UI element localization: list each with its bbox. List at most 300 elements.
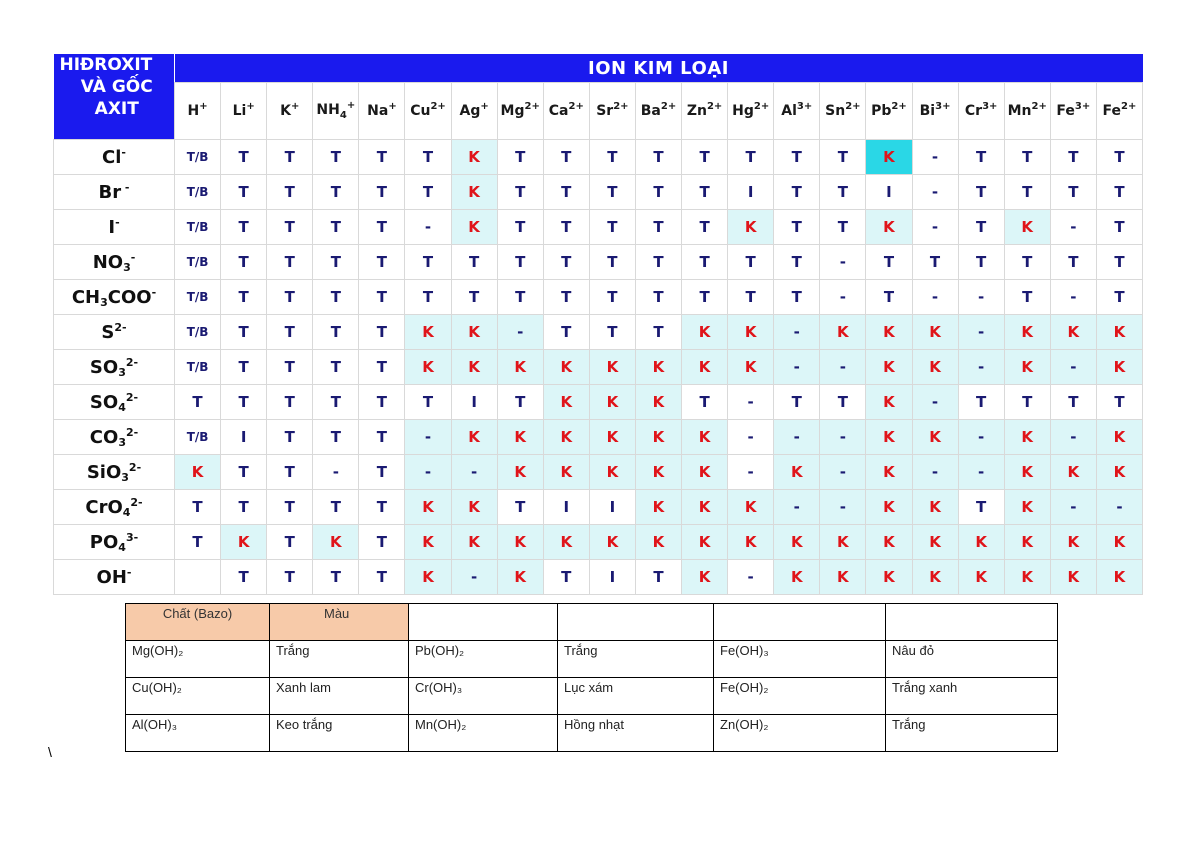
solubility-cell: K: [1096, 315, 1142, 350]
solubility-cell: T: [267, 525, 313, 560]
cation-header: [1050, 83, 1096, 140]
hydroxide-color-body: [126, 604, 1058, 752]
solubility-cell: -: [451, 560, 497, 595]
cation-header: [313, 83, 359, 140]
solubility-cell: T: [589, 140, 635, 175]
anion-subscript: 3: [121, 470, 129, 484]
solubility-cell: -: [912, 385, 958, 420]
solubility-cell: -: [728, 385, 774, 420]
cation-header: [497, 83, 543, 140]
cation-charge: +: [199, 101, 208, 112]
cation-symbol: Fe: [1056, 103, 1075, 119]
solubility-cell: -: [820, 455, 866, 490]
cation-header-row: [54, 83, 1143, 140]
cation-header: [866, 83, 912, 140]
solubility-cell: K: [912, 560, 958, 595]
solubility-cell: T: [175, 525, 221, 560]
solubility-cell: T: [267, 315, 313, 350]
hydroxide-color: Trắng: [270, 641, 409, 678]
anion-charge: 2-: [128, 460, 142, 474]
cation-charge: 2+: [524, 101, 540, 112]
cation-charge: 2+: [568, 101, 584, 112]
solubility-cell: K: [682, 315, 728, 350]
solubility-cell: T: [774, 280, 820, 315]
solubility-cell: T: [221, 280, 267, 315]
anion-text: NO: [92, 251, 124, 273]
anion-label: [54, 525, 175, 560]
solubility-cell: -: [912, 455, 958, 490]
solubility-cell: T: [589, 245, 635, 280]
solubility-cell: K: [175, 455, 221, 490]
solubility-cell: T/B: [175, 140, 221, 175]
cation-symbol: Fe: [1102, 103, 1122, 119]
solubility-cell: T: [313, 175, 359, 210]
solubility-cell: T: [405, 175, 451, 210]
solubility-cell: K: [682, 560, 728, 595]
cation-charge: +: [388, 101, 397, 112]
solubility-cell: K: [912, 490, 958, 525]
anion-label: [54, 385, 175, 420]
solubility-cell: K: [635, 385, 681, 420]
solubility-cell: -: [405, 210, 451, 245]
solubility-cell: T: [543, 140, 589, 175]
solubility-cell: K: [451, 350, 497, 385]
cation-header: [635, 83, 681, 140]
solubility-cell: T: [175, 490, 221, 525]
solubility-cell: K: [912, 525, 958, 560]
solubility-cell: T: [1050, 245, 1096, 280]
solubility-cell: K: [820, 560, 866, 595]
stray-backslash: \: [48, 744, 52, 760]
solubility-cell: T: [359, 385, 405, 420]
cation-symbol: Na: [367, 103, 389, 119]
solubility-cell: T: [912, 245, 958, 280]
solubility-cell: T: [1004, 245, 1050, 280]
solubility-cell: K: [958, 560, 1004, 595]
solubility-cell: T/B: [175, 175, 221, 210]
cation-symbol: Hg: [732, 103, 754, 119]
solubility-cell: K: [451, 210, 497, 245]
anion-label: [54, 280, 175, 315]
cation-symbol: Ca: [548, 103, 569, 119]
solubility-cell: T: [313, 140, 359, 175]
table-row: [54, 560, 1143, 595]
solubility-cell: T: [682, 140, 728, 175]
cation-symbol: NH: [316, 101, 340, 118]
anion-text: Cl: [102, 146, 122, 168]
cation-symbol: Sn: [825, 103, 846, 119]
solubility-cell: T: [682, 175, 728, 210]
solubility-cell: T: [820, 140, 866, 175]
solubility-cell: T: [221, 210, 267, 245]
solubility-cell: T: [958, 140, 1004, 175]
solubility-cell: K: [866, 385, 912, 420]
solubility-cell: K: [451, 315, 497, 350]
hydroxide-color: Trắng xanh: [886, 678, 1058, 715]
solubility-cell: -: [912, 280, 958, 315]
solubility-cell: K: [405, 560, 451, 595]
anion-label: [54, 350, 175, 385]
solubility-cell: T: [267, 420, 313, 455]
solubility-cell: T: [359, 175, 405, 210]
solubility-cell: T: [497, 245, 543, 280]
solubility-cell: K: [866, 455, 912, 490]
solubility-cell: -: [820, 245, 866, 280]
table-row: [54, 210, 1143, 245]
solubility-cell: T: [682, 385, 728, 420]
cation-subscript: 4: [339, 109, 347, 121]
solubility-cell: -: [774, 490, 820, 525]
anion-subscript: 4: [122, 505, 131, 519]
table-row: [126, 715, 1058, 752]
solubility-cell: T: [635, 245, 681, 280]
solubility-cell: T: [543, 245, 589, 280]
solubility-cell: T/B: [175, 280, 221, 315]
solubility-cell: -: [497, 315, 543, 350]
anion-label: [54, 245, 175, 280]
solubility-cell: K: [728, 490, 774, 525]
cation-charge: 3+: [796, 101, 813, 112]
anion-label: [54, 175, 175, 210]
cation-header: [728, 83, 774, 140]
solubility-cell: -: [820, 350, 866, 385]
solubility-cell: -: [1050, 350, 1096, 385]
table-row: [54, 245, 1143, 280]
corner-line-1: HIĐROXIT: [59, 55, 153, 75]
solubility-cell: T: [635, 315, 681, 350]
solubility-cell: -: [728, 455, 774, 490]
solubility-cell: T: [682, 210, 728, 245]
solubility-cell: T: [589, 175, 635, 210]
solubility-cell: K: [543, 350, 589, 385]
anion-charge: 2-: [114, 320, 127, 334]
table-row: [54, 280, 1143, 315]
solubility-cell: K: [866, 140, 912, 175]
solubility-cell: T: [543, 315, 589, 350]
solubility-cell: -: [912, 175, 958, 210]
solubility-cell: K: [1004, 350, 1050, 385]
solubility-cell: K: [728, 350, 774, 385]
solubility-cell: K: [682, 420, 728, 455]
cation-symbol: Sr: [596, 103, 614, 119]
table-row: [54, 420, 1143, 455]
solubility-cell: K: [543, 385, 589, 420]
solubility-cell: K: [774, 455, 820, 490]
cation-charge: +: [480, 101, 489, 112]
solubility-cell: K: [866, 210, 912, 245]
solubility-cell: K: [866, 525, 912, 560]
solubility-cell: K: [543, 420, 589, 455]
solubility-cell: I: [543, 490, 589, 525]
solubility-cell: -: [451, 455, 497, 490]
solubility-cell: K: [405, 315, 451, 350]
anion-label: [54, 210, 175, 245]
solubility-cell: I: [866, 175, 912, 210]
solubility-cell: -: [820, 490, 866, 525]
solubility-cell: T: [958, 385, 1004, 420]
anion-text: S: [101, 321, 115, 343]
anion-subscript: 3: [118, 365, 126, 379]
hydroxide-formula: Zn(OH)₂: [714, 715, 886, 752]
solubility-cell: K: [866, 350, 912, 385]
cation-charge: 2+: [845, 101, 861, 112]
solubility-cell: K: [728, 210, 774, 245]
solubility-cell: K: [1096, 455, 1142, 490]
solubility-cell: K: [774, 560, 820, 595]
solubility-cell: K: [589, 420, 635, 455]
solubility-cell: T: [359, 455, 405, 490]
solubility-cell: T: [359, 350, 405, 385]
anion-charge: -: [130, 250, 136, 264]
table-row: [54, 455, 1143, 490]
solubility-cell: T: [635, 560, 681, 595]
solubility-cell: K: [1004, 560, 1050, 595]
solubility-cell: K: [682, 350, 728, 385]
cation-header: [820, 83, 866, 140]
solubility-cell: T: [1050, 175, 1096, 210]
anion-charge: 2-: [125, 355, 139, 369]
solubility-cell: T: [313, 315, 359, 350]
solubility-cell: T: [635, 140, 681, 175]
hydroxide-color-table: [125, 603, 1058, 752]
solubility-cell: K: [451, 525, 497, 560]
anion-charge: 3-: [125, 530, 139, 544]
cation-header: [1096, 83, 1142, 140]
solubility-cell: T: [866, 280, 912, 315]
solubility-cell: K: [497, 455, 543, 490]
solubility-cell: K: [728, 315, 774, 350]
cation-symbol: Zn: [686, 103, 707, 119]
solubility-cell: T: [267, 350, 313, 385]
anion-text: SiO: [86, 461, 122, 483]
solubility-cell: K: [589, 455, 635, 490]
anion-label: [54, 140, 175, 175]
solubility-cell: [175, 560, 221, 595]
anion-text: CrO: [85, 496, 123, 518]
solubility-cell: T: [221, 350, 267, 385]
solubility-cell: -: [912, 210, 958, 245]
table-row: [54, 385, 1143, 420]
solubility-cell: T: [313, 210, 359, 245]
solubility-cell: T: [359, 315, 405, 350]
anion-charge: 2-: [125, 390, 139, 404]
solubility-cell: T/B: [175, 245, 221, 280]
solubility-cell: T: [820, 175, 866, 210]
cation-symbol: Ag: [459, 103, 481, 119]
solubility-cell: T: [313, 385, 359, 420]
solubility-cell: T: [405, 385, 451, 420]
solubility-cell: T: [313, 490, 359, 525]
hydroxide-color: Nâu đỏ: [886, 641, 1058, 678]
solubility-cell: K: [451, 140, 497, 175]
cation-header: [175, 83, 221, 140]
solubility-cell: T: [1096, 140, 1142, 175]
solubility-cell: K: [1050, 315, 1096, 350]
solubility-cell: K: [635, 350, 681, 385]
solubility-cell: T: [1050, 385, 1096, 420]
cation-header: [451, 83, 497, 140]
solubility-cell: T: [359, 490, 405, 525]
solubility-cell: T: [774, 245, 820, 280]
solubility-cell: K: [1004, 525, 1050, 560]
anion-charge: -: [121, 145, 126, 159]
solubility-cell: T: [221, 490, 267, 525]
solubility-cell: K: [497, 350, 543, 385]
solubility-cell: T: [1004, 175, 1050, 210]
solubility-cell: T: [1004, 140, 1050, 175]
cation-symbol: Pb: [871, 103, 892, 119]
anion-subscript: 4: [118, 540, 126, 554]
solubility-cell: T: [451, 245, 497, 280]
solubility-cell: T: [589, 280, 635, 315]
solubility-cell: T: [635, 175, 681, 210]
solubility-cell: T: [405, 280, 451, 315]
header-empty: [714, 604, 886, 641]
solubility-cell: T: [1004, 385, 1050, 420]
cation-charge: 2+: [660, 101, 677, 112]
anion-label: [54, 490, 175, 525]
solubility-cell: T: [267, 455, 313, 490]
solubility-cell: K: [635, 420, 681, 455]
metal-ion-group-header: ION KIM LOẠI: [175, 54, 1143, 83]
hydroxide-formula: Mn(OH)₂: [409, 715, 558, 752]
solubility-cell: K: [589, 350, 635, 385]
cation-charge: +: [246, 101, 255, 112]
solubility-cell: -: [405, 455, 451, 490]
solubility-cell: K: [1050, 525, 1096, 560]
anion-charge: -: [121, 180, 130, 194]
table-row: [54, 315, 1143, 350]
solubility-cell: T: [451, 280, 497, 315]
solubility-cell: -: [774, 420, 820, 455]
anion-label: [54, 560, 175, 595]
hydroxide-color: Lục xám: [558, 678, 714, 715]
solubility-cell: K: [589, 385, 635, 420]
cation-symbol: Cu: [410, 103, 431, 119]
anion-charge: -: [115, 215, 120, 229]
solubility-cell: I: [589, 490, 635, 525]
solubility-cell: K: [1050, 455, 1096, 490]
solubility-cell: K: [682, 525, 728, 560]
cation-charge: 3+: [1074, 101, 1091, 112]
solubility-body: [54, 140, 1143, 595]
anion-text: Br: [98, 181, 122, 203]
solubility-cell: -: [774, 350, 820, 385]
solubility-cell: K: [912, 315, 958, 350]
solubility-cell: -: [1050, 210, 1096, 245]
solubility-cell: T: [958, 175, 1004, 210]
cation-header: [774, 83, 820, 140]
hydroxide-formula: Cu(OH)₂: [126, 678, 270, 715]
solubility-cell: T: [359, 210, 405, 245]
solubility-cell: K: [1004, 315, 1050, 350]
solubility-cell: T: [267, 175, 313, 210]
solubility-cell: T/B: [175, 315, 221, 350]
table-row: [54, 490, 1143, 525]
anion-text: CO: [89, 426, 119, 448]
anion-label: [54, 420, 175, 455]
color-table-header-row: [126, 604, 1058, 641]
cation-header: [405, 83, 451, 140]
solubility-cell: T: [221, 175, 267, 210]
solubility-cell: T: [589, 315, 635, 350]
solubility-cell: K: [543, 455, 589, 490]
solubility-cell: T/B: [175, 210, 221, 245]
solubility-cell: K: [635, 525, 681, 560]
solubility-cell: I: [589, 560, 635, 595]
solubility-cell: T: [728, 280, 774, 315]
cation-charge: 2+: [1031, 101, 1047, 112]
solubility-cell: T: [405, 140, 451, 175]
solubility-cell: K: [866, 560, 912, 595]
solubility-cell: T: [359, 525, 405, 560]
hydroxide-color: Keo trắng: [270, 715, 409, 752]
solubility-cell: K: [405, 490, 451, 525]
solubility-cell: -: [1050, 420, 1096, 455]
solubility-cell: -: [958, 455, 1004, 490]
solubility-cell: T: [221, 560, 267, 595]
cation-header: [267, 83, 313, 140]
header-base-compound: Chất (Bazo): [126, 604, 270, 641]
solubility-cell: T: [267, 385, 313, 420]
cation-charge: 2+: [430, 101, 446, 112]
cation-header: [912, 83, 958, 140]
solubility-cell: T: [221, 385, 267, 420]
solubility-cell: T/B: [175, 420, 221, 455]
solubility-cell: K: [1096, 420, 1142, 455]
cation-symbol: Cr: [964, 103, 983, 119]
cation-header: [359, 83, 405, 140]
solubility-cell: T: [313, 560, 359, 595]
solubility-cell: -: [958, 420, 1004, 455]
solubility-cell: T: [405, 245, 451, 280]
solubility-cell: K: [1050, 560, 1096, 595]
solubility-cell: K: [405, 350, 451, 385]
table-corner-label: [54, 54, 175, 140]
anion-text: SO: [89, 356, 119, 378]
table-row: [54, 140, 1143, 175]
solubility-cell: K: [497, 560, 543, 595]
solubility-cell: T: [820, 385, 866, 420]
solubility-cell: T: [221, 140, 267, 175]
solubility-cell: K: [635, 490, 681, 525]
corner-line-2: VÀ GỐC: [80, 77, 153, 97]
cation-charge: +: [290, 101, 300, 112]
solubility-cell: -: [820, 420, 866, 455]
anion-charge: -: [126, 565, 132, 579]
solubility-cell: T: [221, 455, 267, 490]
solubility-cell: K: [866, 315, 912, 350]
solubility-cell: T: [1096, 385, 1142, 420]
solubility-cell: T: [543, 210, 589, 245]
solubility-cell: T: [313, 420, 359, 455]
cation-charge: 2+: [613, 101, 629, 112]
solubility-cell: T: [866, 245, 912, 280]
header-empty: [558, 604, 714, 641]
cation-charge: 2+: [753, 101, 770, 112]
solubility-cell: T: [267, 245, 313, 280]
cation-symbol: Li: [232, 103, 247, 119]
solubility-cell: T: [820, 210, 866, 245]
table-row: [54, 350, 1143, 385]
solubility-cell: K: [774, 525, 820, 560]
cation-header: [682, 83, 728, 140]
solubility-cell: K: [1096, 350, 1142, 385]
solubility-cell: -: [774, 315, 820, 350]
solubility-cell: K: [451, 490, 497, 525]
corner-line-3: AXIT: [94, 99, 139, 119]
solubility-cell: T: [267, 280, 313, 315]
